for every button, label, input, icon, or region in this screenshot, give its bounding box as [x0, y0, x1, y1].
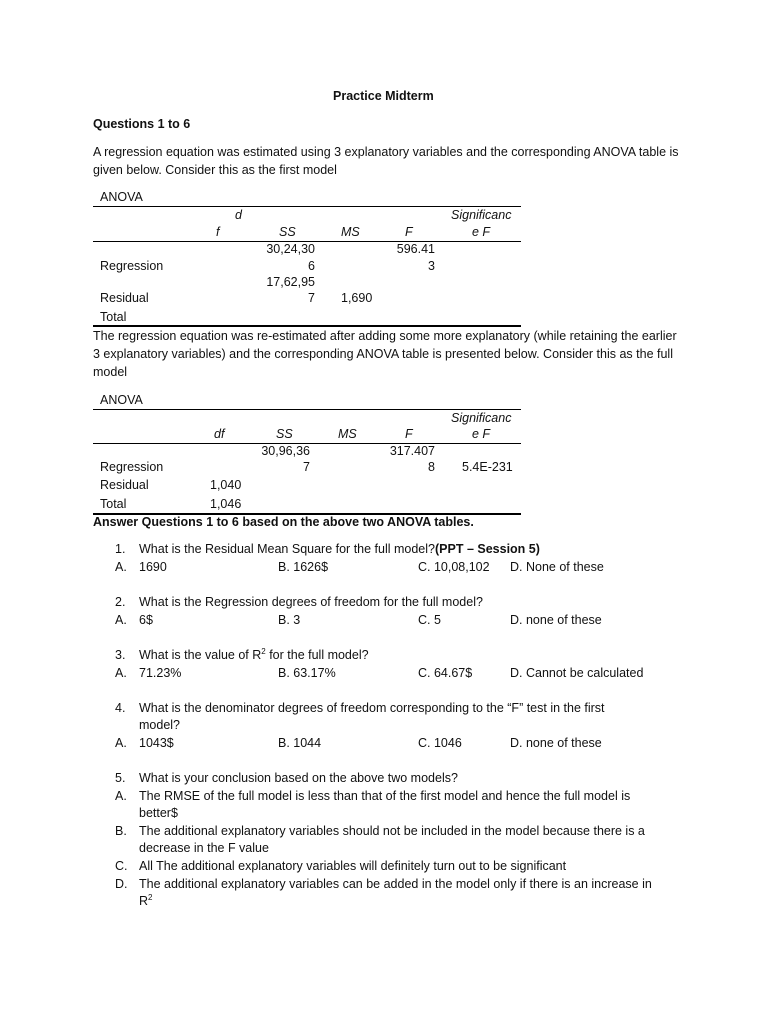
option-a: 71.23%: [139, 666, 182, 680]
superscript: 2: [261, 646, 266, 656]
question-number: 5.: [115, 771, 126, 785]
table1-top-rule: [93, 206, 521, 207]
option-c: C. 1046: [418, 736, 462, 750]
option-c-line1: All The additional explanatory variables will definitely turn out to be significant: [139, 859, 567, 873]
option-a: 6$: [139, 613, 153, 627]
question-text-before: What is the value of R: [139, 648, 262, 662]
table2-total-df: 1,046: [210, 497, 242, 511]
table1-regression-label: Regression: [100, 259, 164, 273]
table1-residual-ms: 1,690: [341, 291, 373, 305]
question-number: 1.: [115, 542, 126, 556]
table1-regression-f-line1: 596.41: [396, 242, 435, 256]
option-b-line2: decrease in the F value: [139, 841, 269, 855]
intro-paragraph: A regression equation was estimated using 3 explanatory variables and the corresponding ANOVA table is given below. Consider this as the first model: [93, 145, 679, 177]
question-number: 2.: [115, 595, 126, 609]
option-letter: A.: [115, 666, 127, 680]
option-b: B. 63.17%: [278, 666, 336, 680]
question-text-after: for the full model?: [265, 648, 369, 662]
table2-header-ss: SS: [276, 427, 293, 441]
question-text-extra: (PPT – Session 5): [435, 542, 540, 556]
table1-total-label: Total: [100, 310, 127, 324]
table1-residual-label: Residual: [100, 291, 149, 305]
option-b-line1: The additional explanatory variables should not be included in the model because there is a: [139, 824, 645, 838]
question-text: What is your conclusion based on the above two models?: [139, 771, 458, 785]
table2-header-f: F: [405, 427, 413, 441]
option-b: B. 1626$: [278, 560, 329, 574]
table2-total-label: Total: [100, 497, 127, 511]
table1-header-df-line2: f: [216, 225, 220, 239]
option-d-base: R: [139, 894, 149, 908]
option-letter: A.: [115, 560, 127, 574]
table1-header-df-line1: d: [235, 208, 242, 222]
option-d-line2: [139, 894, 152, 908]
table1-header-sig-line1: Significanc: [451, 208, 512, 222]
question-number: 4.: [115, 701, 126, 715]
option-c: C. 64.67$: [418, 666, 473, 680]
option-b: B. 3: [278, 613, 301, 627]
option-letter: A.: [115, 736, 127, 750]
table2-header-sig-line2: e F: [472, 427, 491, 441]
question-text-line2: model?: [139, 718, 180, 732]
table2-regression-f-line2: 8: [428, 460, 435, 474]
table1-regression-ss-line1: 30,24,30: [266, 242, 315, 256]
option-d: D. None of these: [510, 560, 604, 574]
table1-header-ss: SS: [279, 225, 296, 239]
option-a-line1: The RMSE of the full model is less than that of the first model and hence the full model is: [139, 789, 631, 803]
table1-regression-ss-line2: 6: [308, 259, 315, 273]
option-d: D. none of these: [510, 736, 602, 750]
option-b: B. 1044: [278, 736, 322, 750]
table2-header-df: df: [214, 427, 225, 441]
option-c: C. 5: [418, 613, 441, 627]
table1-header-sig-line2: e F: [472, 225, 491, 239]
table2-header-ms: MS: [338, 427, 357, 441]
option-a-line2: better$: [139, 806, 178, 820]
question-number: 3.: [115, 648, 126, 662]
table2-regression-f-line1: 317.407: [389, 444, 435, 458]
table2-label: ANOVA: [100, 393, 143, 407]
table2-header-sig-line1: Significanc: [451, 411, 512, 425]
question-text-main: What is the Residual Mean Square for the full model?: [139, 542, 435, 556]
option-letter: C.: [115, 859, 128, 873]
table1-residual-ss-line2: 7: [308, 291, 315, 305]
middle-paragraph: The regression equation was re-estimated after adding some more explanatory (while retaining the earlier 3 explanatory variables) and the corresponding ANOVA table is presented below. Consider this as the full model: [93, 329, 677, 379]
table1-header-f: F: [405, 225, 413, 239]
option-a: 1043$: [139, 736, 174, 750]
table1-regression-f-line2: 3: [428, 259, 435, 273]
question-text: What is the Regression degrees of freedom for the full model?: [139, 595, 483, 609]
table2-regression-ss-line1: 30,96,36: [261, 444, 310, 458]
table2-residual-df: 1,040: [210, 478, 242, 492]
question-text: [139, 542, 540, 556]
option-letter: D.: [115, 877, 128, 891]
question-text: [139, 648, 369, 662]
table2-regression-ss-line2: 7: [303, 460, 310, 474]
option-letter: A.: [115, 789, 127, 803]
answer-instruction: Answer Questions 1 to 6 based on the above two ANOVA tables.: [93, 515, 474, 529]
option-c: C. 10,08,102: [418, 560, 490, 574]
option-letter: B.: [115, 824, 127, 838]
option-d-line1: The additional explanatory variables can be added in the model only if there is an increase in: [139, 877, 652, 891]
section-heading: Questions 1 to 6: [93, 117, 191, 131]
table2-residual-label: Residual: [100, 478, 149, 492]
question-text-line1: What is the denominator degrees of freedom corresponding to the “F” test in the first: [139, 701, 605, 715]
page-title: Practice Midterm: [333, 89, 434, 103]
table1-residual-ss-line1: 17,62,95: [266, 275, 315, 289]
option-letter: A.: [115, 613, 127, 627]
table1-label: ANOVA: [100, 190, 143, 204]
table2-top-rule: [93, 409, 521, 410]
table2-regression-sig: 5.4E-231: [462, 460, 513, 474]
table1-header-ms: MS: [341, 225, 360, 239]
option-d: D. none of these: [510, 613, 602, 627]
table2-regression-label: Regression: [100, 460, 164, 474]
superscript: 2: [148, 892, 153, 902]
option-a: 1690: [139, 560, 167, 574]
option-d: D. Cannot be calculated: [510, 666, 644, 680]
